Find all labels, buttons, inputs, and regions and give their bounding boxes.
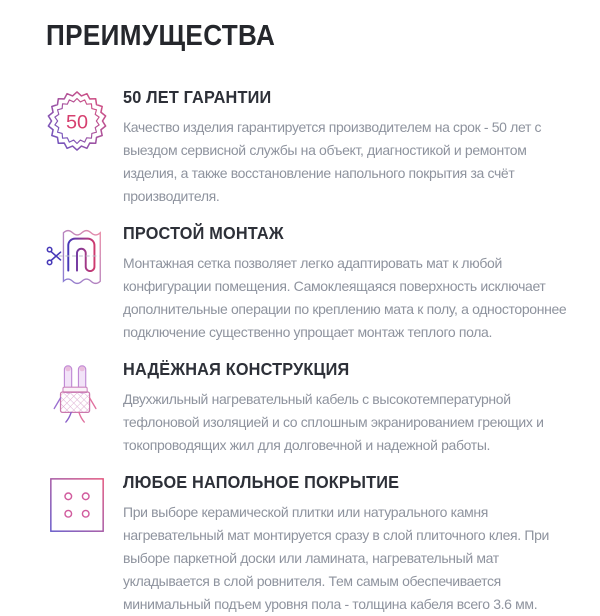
feature-warranty bbox=[46, 87, 576, 208]
heating-cable-icon bbox=[46, 361, 108, 425]
floor-tiles-icon bbox=[46, 474, 108, 538]
feature-title: ЛЮБОЕ НАПОЛЬНОЕ ПОКРЫТИЕ bbox=[123, 472, 400, 492]
heating-mat-scissors-icon bbox=[46, 225, 108, 289]
badge-number: 50 bbox=[65, 111, 89, 134]
feature-title: ПРОСТОЙ МОНТАЖ bbox=[123, 223, 284, 243]
feature-installation bbox=[46, 223, 576, 344]
feature-title: 50 ЛЕТ ГАРАНТИИ bbox=[123, 87, 272, 107]
feature-description: Качество изделия гарантируется производителем на срок - 50 лет с выездом сервисной службы на объект, диагностикой и ремонтом изделия, а также восстановление напольного покрытия за счёт производителя. bbox=[123, 119, 542, 204]
feature-title: НАДЁЖНАЯ КОНСТРУКЦИЯ bbox=[123, 359, 350, 379]
scissors-icon bbox=[47, 247, 60, 264]
warranty-badge-50-icon bbox=[46, 89, 108, 153]
feature-construction bbox=[46, 359, 576, 457]
feature-description: Двухжильный нагревательный кабель с высокотемпературной тефлоновой изоляцией и со сплошным экранированием греющих и токопроводящих жил для долговечной и надежной работы. bbox=[123, 391, 544, 453]
page-title: ПРЕИМУЩЕСТВА bbox=[46, 20, 276, 52]
feature-description: При выборе керамической плитки или натурального камня нагревательный мат монтируется сразу в слой плиточного клея. При выборе паркетной доски или ламината, нагревательный мат укладывается в слой ровнителя. Тем самым обеспечивается минимальный подъем уровня пола - толщина кабеля всего 3.6 мм. bbox=[123, 504, 549, 612]
feature-description: Монтажная сетка позволяет легко адаптировать мат к любой конфигурации помещения. Самоклеящаяся поверхность исключает дополнительные операции по креплению мата к полу, а одностороннее подключение существенно упрощает монтаж теплого пола. bbox=[123, 255, 567, 340]
feature-floor-covering bbox=[46, 472, 576, 616]
